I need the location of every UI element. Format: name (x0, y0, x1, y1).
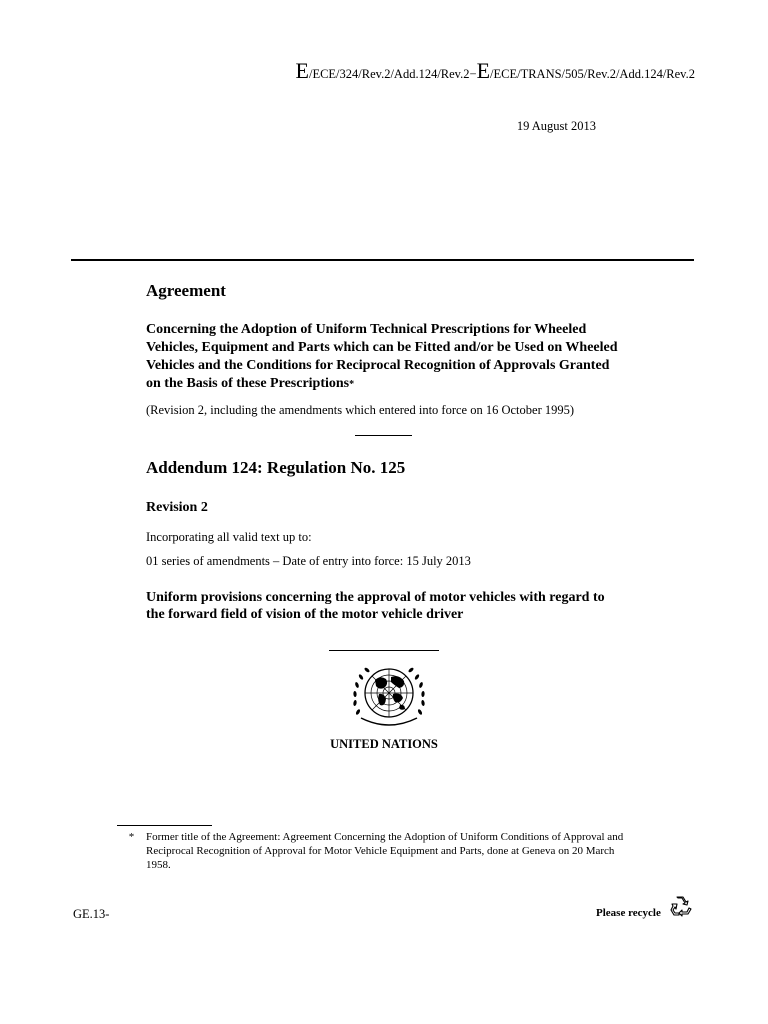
concerning-text: Concerning the Adoption of Uniform Technical Prescriptions for Wheeled Vehicles, Equipment and Parts which can be Fitted and/or be Used on Wheeled Vehicles and the Conditions for Reciprocal Recognition of Approvals Granted on the Basis of these Prescriptions (146, 322, 618, 391)
document-symbol (296, 58, 695, 84)
symbol-2-rest: /ECE/TRANS/505/Rev.2/Add.124/Rev.2 (490, 67, 695, 81)
job-number: GE.13- (73, 907, 110, 921)
section-divider (355, 435, 412, 436)
footnote-text: Former title of the Agreement: Agreement Concerning the Adoption of Uniform Conditions of Approval and Reciprocal Recognition of Approval for Motor Vehicle Equipment and Parts, done at Geneva on 20 March 1958. (146, 831, 624, 871)
series-of-amendments: 01 series of amendments – Date of entry into force: 15 July 2013 (146, 554, 471, 568)
footnote-divider (117, 825, 212, 826)
un-emblem-icon (349, 660, 429, 730)
addendum-title: Addendum 124: Regulation No. 125 (146, 458, 406, 477)
recycle-icon (668, 895, 692, 919)
header-divider (71, 259, 694, 261)
recycle-label: Please recycle (596, 907, 661, 919)
agreement-concerning (146, 321, 626, 394)
revision-note: (Revision 2, including the amendments which entered into force on 16 October 1995) (146, 403, 575, 417)
emblem-divider (329, 650, 439, 651)
symbol-separator: − (469, 67, 477, 81)
symbol-2-initial: E (476, 58, 491, 83)
footnote-mark: * (128, 831, 135, 843)
revision-heading: Revision 2 (146, 500, 208, 515)
document-date: 19 August 2013 (516, 119, 596, 133)
incorporating-text: Incorporating all valid text up to: (146, 530, 312, 544)
footnote (117, 830, 637, 872)
agreement-title: Agreement (146, 281, 226, 300)
footnote-marker: * (349, 379, 355, 390)
symbol-1-rest: /ECE/324/Rev.2/Add.124/Rev.2 (308, 67, 470, 81)
regulation-subject: Uniform provisions concerning the approval of motor vehicles with regard to the forward field of vision of the motor vehicle driver (146, 590, 605, 622)
symbol-1-initial: E (295, 58, 309, 83)
organization-name: UNITED NATIONS (330, 737, 438, 751)
